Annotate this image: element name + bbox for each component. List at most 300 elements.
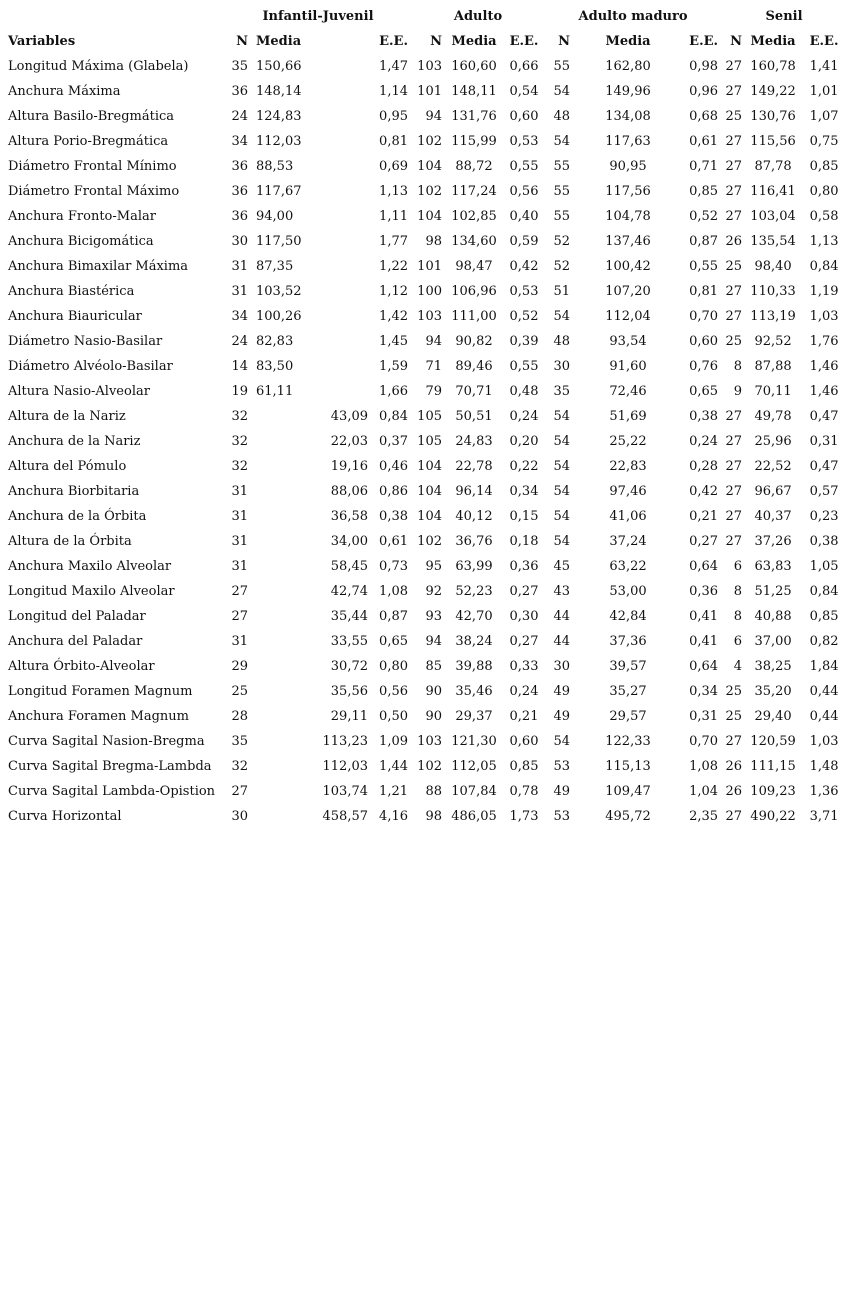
- adulto-mean-cell: 107,84: [451, 784, 497, 799]
- senil-n-cell: 27: [725, 159, 743, 174]
- infantil-juvenil-se-cell: 0,86: [379, 484, 408, 499]
- infantil-juvenil-mean-cell: 82,83: [256, 334, 294, 349]
- mean-header: Media: [256, 34, 302, 49]
- adulto-se-cell: 0,42: [509, 259, 539, 274]
- adulto-n-cell: 102: [417, 184, 442, 199]
- adulto-n-cell: 92: [425, 584, 442, 599]
- adulto-maduro-n-cell: 35: [553, 384, 571, 399]
- senil-n-cell: 25: [725, 684, 743, 699]
- adulto-maduro-n-cell: 44: [553, 609, 571, 624]
- adulto-maduro-n-cell: 54: [553, 534, 571, 549]
- senil-mean-cell: 22,52: [754, 459, 792, 474]
- adulto-maduro-se-cell: 0,31: [689, 709, 719, 724]
- adulto-maduro-se-cell: 0,71: [689, 159, 719, 174]
- senil-n-cell: 8: [733, 359, 743, 374]
- senil-mean-cell: 49,78: [754, 409, 792, 424]
- senil-se-cell: 1,36: [809, 784, 839, 799]
- column-header-row: [0, 29, 847, 54]
- table-row: [0, 729, 847, 754]
- senil-se-cell: 0,85: [809, 159, 839, 174]
- adulto-mean-cell: 50,51: [455, 409, 493, 424]
- adulto-se-cell: 1,73: [509, 809, 539, 824]
- adulto-maduro-n-cell: 49: [553, 709, 571, 724]
- adulto-maduro-n-cell: 54: [553, 84, 571, 99]
- adulto-maduro-mean-cell: 97,46: [609, 484, 647, 499]
- senil-mean-cell: 63,83: [754, 559, 792, 574]
- adulto-maduro-mean-cell: 29,57: [609, 709, 647, 724]
- adulto-mean-cell: 35,46: [455, 684, 493, 699]
- adulto-n-cell: 94: [425, 334, 442, 349]
- infantil-juvenil-se-cell: 0,37: [379, 434, 408, 449]
- measurements-table: [0, 4, 847, 829]
- adulto-n-cell: 93: [425, 609, 442, 624]
- infantil-juvenil-mean-cell: 34,00: [330, 534, 368, 549]
- senil-mean-cell: 92,52: [754, 334, 792, 349]
- adulto-se-cell: 0,59: [509, 234, 539, 249]
- adulto-maduro-n-cell: 54: [553, 509, 571, 524]
- senil-se-cell: 1,03: [809, 309, 839, 324]
- senil-n-cell: 27: [725, 434, 743, 449]
- variable-name: Anchura Bicigomática: [8, 234, 154, 249]
- infantil-juvenil-n-cell: 25: [231, 684, 248, 699]
- variable-name: Anchura Máxima: [8, 84, 121, 99]
- adulto-mean-cell: 98,47: [455, 259, 493, 274]
- adulto-maduro-n-cell: 30: [553, 359, 571, 374]
- senil-se-cell: 0,47: [809, 459, 839, 474]
- adulto-mean-cell: 102,85: [451, 209, 497, 224]
- adulto-se-cell: 0,40: [509, 209, 539, 224]
- table-row: [0, 79, 847, 104]
- adulto-maduro-mean-cell: 90,95: [609, 159, 647, 174]
- infantil-juvenil-n-cell: 30: [231, 234, 248, 249]
- adulto-mean-cell: 29,37: [455, 709, 493, 724]
- group-header-row: [0, 4, 847, 29]
- adulto-maduro-se-cell: 0,60: [689, 334, 719, 349]
- adulto-maduro-mean-cell: 107,20: [605, 284, 651, 299]
- senil-mean-cell: 149,22: [750, 84, 796, 99]
- adulto-maduro-n-cell: 54: [553, 734, 571, 749]
- variable-name: Diámetro Frontal Mínimo: [8, 159, 177, 174]
- adulto-n-cell: 103: [417, 309, 442, 324]
- infantil-juvenil-se-cell: 1,09: [379, 734, 408, 749]
- adulto-maduro-se-cell: 0,68: [689, 109, 719, 124]
- adulto-maduro-se-cell: 0,98: [689, 59, 719, 74]
- senil-se-cell: 0,38: [809, 534, 839, 549]
- infantil-juvenil-se-cell: 1,22: [379, 259, 408, 274]
- senil-mean-cell: 109,23: [750, 784, 796, 799]
- infantil-juvenil-se-cell: 0,69: [379, 159, 408, 174]
- adulto-maduro-n-cell: 48: [553, 109, 571, 124]
- infantil-juvenil-n-cell: 32: [231, 459, 248, 474]
- table-row: [0, 254, 847, 279]
- senil-mean-cell: 130,76: [750, 109, 796, 124]
- variable-name: Anchura de la Nariz: [8, 434, 141, 449]
- infantil-juvenil-se-cell: 0,50: [379, 709, 408, 724]
- adulto-maduro-mean-cell: 91,60: [609, 359, 647, 374]
- senil-se-cell: 1,13: [809, 234, 839, 249]
- adulto-n-cell: 94: [425, 109, 442, 124]
- infantil-juvenil-se-cell: 1,12: [379, 284, 408, 299]
- senil-mean-cell: 40,88: [754, 609, 792, 624]
- adulto-n-cell: 104: [417, 159, 442, 174]
- senil-se-cell: 0,85: [809, 609, 839, 624]
- senil-mean-cell: 40,37: [754, 509, 792, 524]
- adulto-maduro-mean-cell: 35,27: [609, 684, 647, 699]
- adulto-mean-cell: 112,05: [451, 759, 497, 774]
- adulto-maduro-se-cell: 0,64: [689, 559, 719, 574]
- senil-n-cell: 27: [725, 734, 743, 749]
- adulto-maduro-n-cell: 54: [553, 459, 571, 474]
- adulto-maduro-mean-cell: 137,46: [605, 234, 651, 249]
- table-row: [0, 604, 847, 629]
- infantil-juvenil-se-cell: 1,21: [379, 784, 408, 799]
- senil-se-cell: 0,57: [809, 484, 839, 499]
- adulto-maduro-mean-cell: 37,36: [609, 634, 647, 649]
- senil-se-cell: 0,47: [809, 409, 839, 424]
- table-row: [0, 204, 847, 229]
- senil-se-cell: 1,19: [809, 284, 839, 299]
- senil-n-cell: 25: [725, 109, 743, 124]
- infantil-juvenil-mean-cell: 58,45: [330, 559, 368, 574]
- infantil-juvenil-se-cell: 1,44: [379, 759, 408, 774]
- infantil-juvenil-n-cell: 29: [231, 659, 248, 674]
- senil-mean-cell: 110,33: [750, 284, 796, 299]
- infantil-juvenil-se-cell: 1,42: [379, 309, 408, 324]
- adulto-maduro-n-cell: 49: [553, 784, 571, 799]
- infantil-juvenil-n-cell: 24: [231, 109, 248, 124]
- adulto-maduro-mean-cell: 495,72: [605, 809, 651, 824]
- mean-header: Media: [605, 34, 651, 49]
- n-header: N: [236, 34, 248, 49]
- variable-name: Anchura Biorbitaria: [8, 484, 140, 499]
- adulto-maduro-se-cell: 0,52: [689, 209, 719, 224]
- adulto-maduro-n-cell: 43: [553, 584, 571, 599]
- infantil-juvenil-se-cell: 0,65: [379, 634, 408, 649]
- table-row: [0, 504, 847, 529]
- infantil-juvenil-n-cell: 31: [231, 534, 248, 549]
- adulto-maduro-se-cell: 0,85: [689, 184, 719, 199]
- adulto-n-cell: 103: [417, 734, 442, 749]
- adulto-n-cell: 101: [417, 84, 442, 99]
- senil-se-cell: 1,76: [809, 334, 839, 349]
- adulto-se-cell: 0,53: [509, 134, 539, 149]
- adulto-se-cell: 0,21: [509, 709, 539, 724]
- senil-mean-cell: 135,54: [750, 234, 796, 249]
- adulto-maduro-n-cell: 55: [553, 159, 571, 174]
- adulto-maduro-mean-cell: 112,04: [605, 309, 651, 324]
- adulto-maduro-n-cell: 30: [553, 659, 571, 674]
- group-infantil-juvenil: Infantil-Juvenil: [262, 9, 374, 24]
- infantil-juvenil-mean-cell: 94,00: [256, 209, 294, 224]
- infantil-juvenil-mean-cell: 29,11: [330, 709, 368, 724]
- adulto-maduro-mean-cell: 53,00: [609, 584, 647, 599]
- n-header: N: [730, 34, 743, 49]
- adulto-se-cell: 0,34: [509, 484, 539, 499]
- senil-se-cell: 3,71: [809, 809, 839, 824]
- variable-name: Diámetro Alvéolo-Basilar: [8, 359, 173, 374]
- adulto-mean-cell: 106,96: [451, 284, 497, 299]
- senil-n-cell: 26: [725, 784, 743, 799]
- variable-name: Anchura Bimaxilar Máxima: [8, 259, 189, 274]
- adulto-maduro-n-cell: 54: [553, 484, 571, 499]
- infantil-juvenil-se-cell: 1,14: [379, 84, 408, 99]
- variable-name: Altura de la Nariz: [8, 409, 126, 424]
- adulto-n-cell: 104: [417, 509, 442, 524]
- senil-n-cell: 27: [725, 284, 743, 299]
- adulto-maduro-n-cell: 55: [553, 209, 571, 224]
- adulto-maduro-mean-cell: 162,80: [605, 59, 651, 74]
- adulto-maduro-mean-cell: 39,57: [609, 659, 647, 674]
- adulto-mean-cell: 22,78: [455, 459, 493, 474]
- senil-mean-cell: 70,11: [754, 384, 792, 399]
- infantil-juvenil-n-cell: 36: [231, 159, 248, 174]
- senil-se-cell: 1,01: [809, 84, 839, 99]
- adulto-maduro-mean-cell: 109,47: [605, 784, 651, 799]
- senil-mean-cell: 98,40: [754, 259, 792, 274]
- adulto-n-cell: 98: [425, 809, 442, 824]
- adulto-mean-cell: 111,00: [451, 309, 497, 324]
- senil-mean-cell: 25,96: [754, 434, 792, 449]
- senil-n-cell: 27: [725, 534, 743, 549]
- adulto-n-cell: 79: [425, 384, 442, 399]
- adulto-maduro-n-cell: 55: [553, 59, 571, 74]
- adulto-mean-cell: 90,82: [455, 334, 493, 349]
- variable-name: Diámetro Nasio-Basilar: [8, 334, 163, 349]
- senil-se-cell: 1,41: [809, 59, 839, 74]
- table-row: [0, 279, 847, 304]
- adulto-maduro-mean-cell: 22,83: [609, 459, 647, 474]
- senil-se-cell: 1,46: [809, 384, 839, 399]
- infantil-juvenil-se-cell: 0,80: [379, 659, 408, 674]
- infantil-juvenil-n-cell: 31: [231, 559, 248, 574]
- table-row: [0, 754, 847, 779]
- table-row: [0, 629, 847, 654]
- senil-se-cell: 0,44: [809, 709, 839, 724]
- infantil-juvenil-se-cell: 4,16: [379, 809, 408, 824]
- infantil-juvenil-se-cell: 1,77: [379, 234, 408, 249]
- infantil-juvenil-n-cell: 19: [231, 384, 248, 399]
- variable-name: Anchura de la Órbita: [8, 509, 147, 524]
- senil-n-cell: 27: [725, 309, 743, 324]
- infantil-juvenil-mean-cell: 42,74: [330, 584, 368, 599]
- se-header: E.E.: [379, 34, 408, 49]
- adulto-se-cell: 0,27: [509, 634, 539, 649]
- table-row: [0, 129, 847, 154]
- adulto-n-cell: 102: [417, 759, 442, 774]
- adulto-maduro-n-cell: 51: [553, 284, 571, 299]
- adulto-maduro-mean-cell: 100,42: [605, 259, 651, 274]
- table-row: [0, 154, 847, 179]
- senil-se-cell: 1,84: [809, 659, 839, 674]
- adulto-se-cell: 0,27: [509, 584, 539, 599]
- infantil-juvenil-mean-cell: 87,35: [256, 259, 294, 274]
- infantil-juvenil-mean-cell: 88,53: [256, 159, 294, 174]
- senil-n-cell: 25: [725, 709, 743, 724]
- variable-name: Altura Basilo-Bregmática: [8, 109, 175, 124]
- infantil-juvenil-mean-cell: 83,50: [256, 359, 294, 374]
- se-header: E.E.: [509, 34, 539, 49]
- variable-name: Anchura Biastérica: [8, 284, 135, 299]
- senil-mean-cell: 51,25: [754, 584, 792, 599]
- senil-mean-cell: 113,19: [750, 309, 796, 324]
- adulto-maduro-n-cell: 44: [553, 634, 571, 649]
- adulto-mean-cell: 486,05: [451, 809, 497, 824]
- adulto-n-cell: 88: [425, 784, 442, 799]
- infantil-juvenil-n-cell: 31: [231, 484, 248, 499]
- adulto-maduro-se-cell: 0,36: [689, 584, 719, 599]
- adulto-n-cell: 102: [417, 134, 442, 149]
- adulto-se-cell: 0,24: [509, 684, 539, 699]
- senil-mean-cell: 87,88: [754, 359, 792, 374]
- variable-name: Altura Órbito-Alveolar: [8, 659, 155, 674]
- infantil-juvenil-n-cell: 34: [231, 309, 248, 324]
- senil-n-cell: 27: [725, 84, 743, 99]
- adulto-n-cell: 104: [417, 459, 442, 474]
- adulto-n-cell: 103: [417, 59, 442, 74]
- infantil-juvenil-mean-cell: 112,03: [256, 134, 302, 149]
- adulto-maduro-mean-cell: 37,24: [609, 534, 647, 549]
- adulto-se-cell: 0,36: [509, 559, 539, 574]
- table-row: [0, 779, 847, 804]
- infantil-juvenil-mean-cell: 103,52: [256, 284, 302, 299]
- senil-se-cell: 0,80: [809, 184, 839, 199]
- adulto-n-cell: 94: [425, 634, 442, 649]
- adulto-n-cell: 104: [417, 209, 442, 224]
- senil-n-cell: 27: [725, 134, 743, 149]
- senil-se-cell: 1,46: [809, 359, 839, 374]
- senil-mean-cell: 37,00: [754, 634, 792, 649]
- senil-n-cell: 8: [733, 584, 743, 599]
- variable-name: Altura de la Órbita: [8, 534, 132, 549]
- infantil-juvenil-n-cell: 31: [231, 634, 248, 649]
- se-header: E.E.: [809, 34, 839, 49]
- adulto-maduro-mean-cell: 41,06: [609, 509, 647, 524]
- infantil-juvenil-mean-cell: 117,67: [256, 184, 302, 199]
- adulto-maduro-se-cell: 0,38: [689, 409, 719, 424]
- senil-n-cell: 6: [733, 634, 743, 649]
- adulto-mean-cell: 70,71: [455, 384, 493, 399]
- infantil-juvenil-mean-cell: 35,44: [330, 609, 368, 624]
- senil-n-cell: 27: [725, 209, 743, 224]
- n-header: N: [558, 34, 571, 49]
- senil-n-cell: 27: [725, 59, 743, 74]
- adulto-maduro-se-cell: 0,81: [689, 284, 719, 299]
- infantil-juvenil-se-cell: 0,95: [379, 109, 408, 124]
- senil-mean-cell: 103,04: [750, 209, 796, 224]
- infantil-juvenil-mean-cell: 113,23: [322, 734, 368, 749]
- infantil-juvenil-mean-cell: 43,09: [330, 409, 368, 424]
- adulto-mean-cell: 115,99: [451, 134, 497, 149]
- adulto-se-cell: 0,54: [509, 84, 539, 99]
- variable-name: Curva Sagital Bregma-Lambda: [8, 759, 212, 774]
- adulto-mean-cell: 148,11: [451, 84, 497, 99]
- variable-name: Longitud Máxima (Glabela): [8, 59, 189, 74]
- adulto-se-cell: 0,60: [509, 109, 539, 124]
- adulto-se-cell: 0,18: [509, 534, 539, 549]
- infantil-juvenil-se-cell: 0,56: [379, 684, 408, 699]
- table-row: [0, 304, 847, 329]
- infantil-juvenil-n-cell: 36: [231, 84, 248, 99]
- variable-name: Anchura Biauricular: [8, 309, 142, 324]
- adulto-maduro-mean-cell: 115,13: [605, 759, 651, 774]
- infantil-juvenil-n-cell: 27: [231, 784, 248, 799]
- adulto-se-cell: 0,85: [509, 759, 539, 774]
- header-spacer: [0, 4, 225, 29]
- senil-mean-cell: 160,78: [750, 59, 796, 74]
- infantil-juvenil-se-cell: 0,73: [379, 559, 408, 574]
- adulto-maduro-se-cell: 0,70: [689, 734, 719, 749]
- adulto-mean-cell: 160,60: [451, 59, 497, 74]
- adulto-se-cell: 0,56: [509, 184, 539, 199]
- variable-name: Altura del Pómulo: [8, 459, 127, 474]
- infantil-juvenil-n-cell: 31: [231, 509, 248, 524]
- adulto-mean-cell: 88,72: [455, 159, 493, 174]
- senil-mean-cell: 38,25: [754, 659, 792, 674]
- senil-mean-cell: 96,67: [754, 484, 792, 499]
- adulto-se-cell: 0,55: [509, 159, 539, 174]
- infantil-juvenil-mean-cell: 124,83: [256, 109, 302, 124]
- table-row: [0, 804, 847, 829]
- adulto-se-cell: 0,22: [509, 459, 539, 474]
- infantil-juvenil-mean-cell: 33,55: [330, 634, 368, 649]
- adulto-maduro-se-cell: 0,34: [689, 684, 719, 699]
- adulto-maduro-mean-cell: 25,22: [609, 434, 647, 449]
- adulto-maduro-se-cell: 0,65: [689, 384, 719, 399]
- adulto-n-cell: 71: [425, 359, 442, 374]
- senil-se-cell: 1,05: [809, 559, 839, 574]
- adulto-maduro-n-cell: 45: [553, 559, 571, 574]
- infantil-juvenil-mean-cell: 22,03: [330, 434, 368, 449]
- adulto-maduro-n-cell: 54: [553, 434, 571, 449]
- variable-name: Anchura Fronto-Malar: [8, 209, 156, 224]
- adulto-maduro-n-cell: 55: [553, 184, 571, 199]
- adulto-se-cell: 0,78: [509, 784, 539, 799]
- n-header: N: [430, 34, 442, 49]
- infantil-juvenil-mean-cell: 61,11: [256, 384, 294, 399]
- infantil-juvenil-se-cell: 0,87: [379, 609, 408, 624]
- adulto-n-cell: 90: [425, 684, 442, 699]
- infantil-juvenil-n-cell: 30: [231, 809, 248, 824]
- infantil-juvenil-n-cell: 32: [231, 759, 248, 774]
- infantil-juvenil-mean-cell: 148,14: [256, 84, 302, 99]
- infantil-juvenil-n-cell: 34: [231, 134, 248, 149]
- adulto-maduro-mean-cell: 42,84: [609, 609, 647, 624]
- senil-se-cell: 0,23: [809, 509, 839, 524]
- adulto-maduro-n-cell: 52: [553, 259, 571, 274]
- adulto-se-cell: 0,48: [509, 384, 539, 399]
- infantil-juvenil-mean-cell: 103,74: [322, 784, 368, 799]
- table-body: [0, 54, 847, 829]
- senil-se-cell: 0,75: [809, 134, 839, 149]
- infantil-juvenil-mean-cell: 458,57: [322, 809, 368, 824]
- adulto-se-cell: 0,33: [509, 659, 539, 674]
- infantil-juvenil-mean-cell: 150,66: [256, 59, 302, 74]
- infantil-juvenil-mean-cell: 88,06: [330, 484, 368, 499]
- senil-mean-cell: 35,20: [754, 684, 792, 699]
- senil-mean-cell: 87,78: [754, 159, 792, 174]
- infantil-juvenil-se-cell: 1,08: [379, 584, 408, 599]
- infantil-juvenil-se-cell: 1,59: [379, 359, 408, 374]
- infantil-juvenil-mean-cell: 117,50: [256, 234, 302, 249]
- infantil-juvenil-n-cell: 28: [231, 709, 248, 724]
- table-row: [0, 554, 847, 579]
- senil-se-cell: 0,58: [809, 209, 839, 224]
- variable-name: Curva Sagital Lambda-Opistion: [8, 784, 216, 799]
- adulto-maduro-mean-cell: 104,78: [605, 209, 651, 224]
- infantil-juvenil-n-cell: 35: [231, 734, 248, 749]
- infantil-juvenil-mean-cell: 30,72: [330, 659, 368, 674]
- variable-name: Anchura Maxilo Alveolar: [8, 559, 172, 574]
